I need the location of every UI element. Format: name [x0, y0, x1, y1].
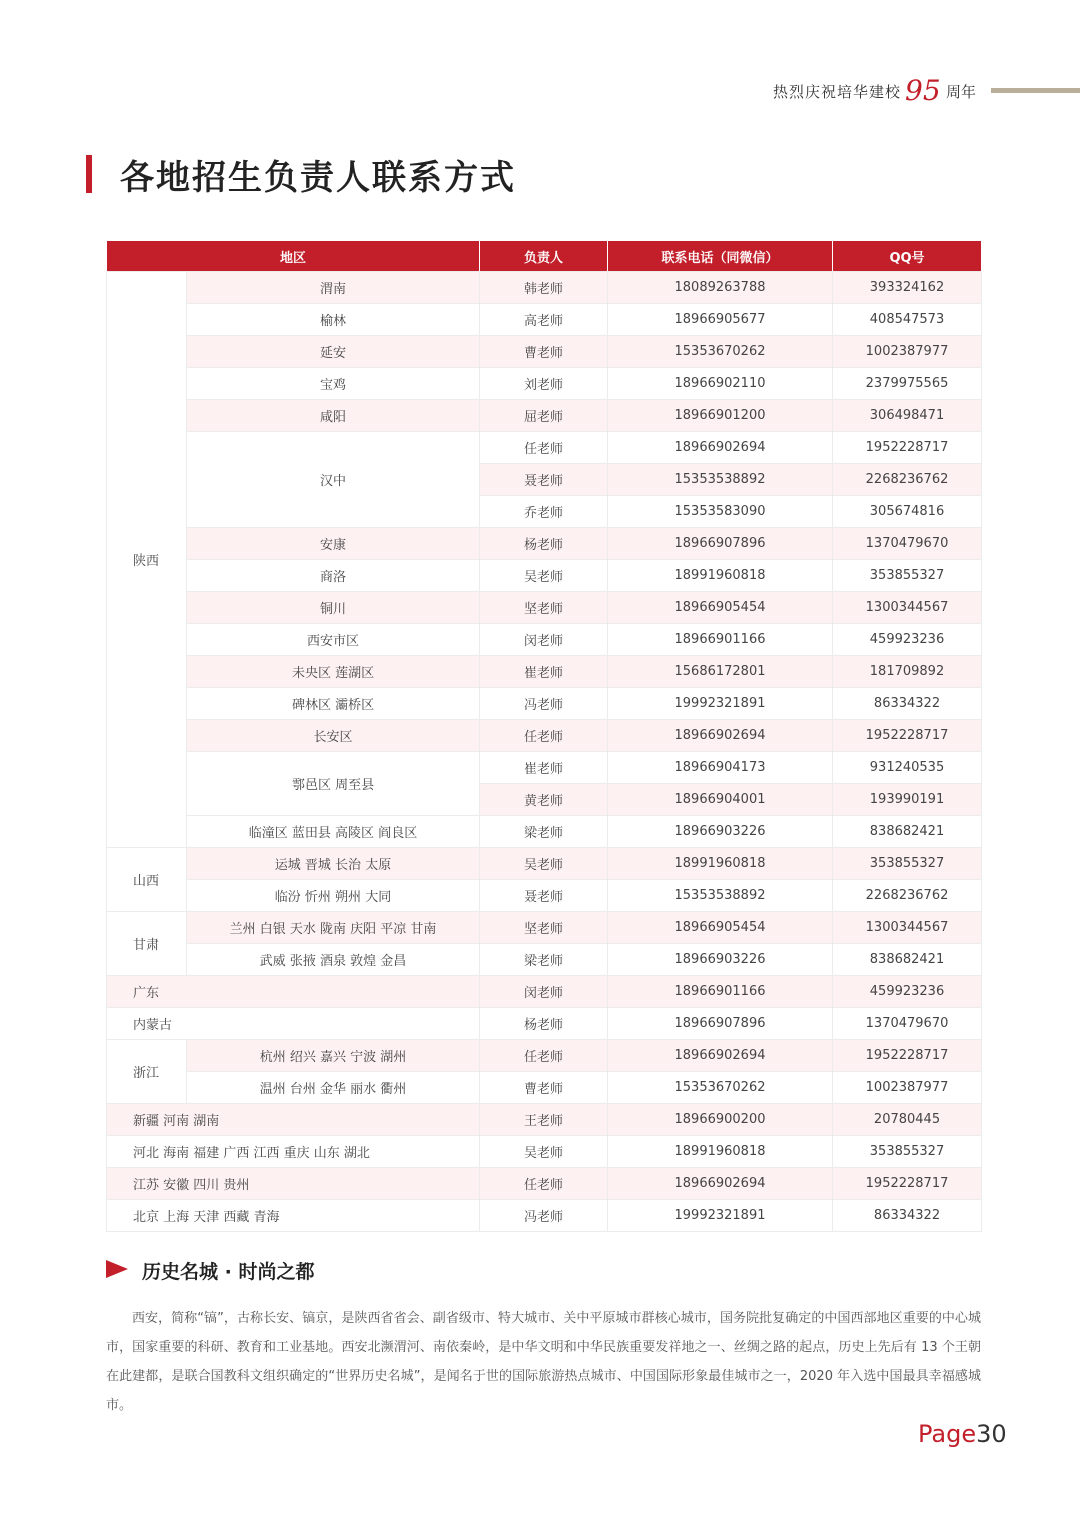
- cell-qq: 408547573: [833, 304, 982, 336]
- cell-phone: 18991960818: [608, 560, 833, 592]
- cell-phone: 18966902110: [608, 368, 833, 400]
- cell-phone: 19992321891: [608, 1200, 833, 1232]
- table-row: [107, 688, 982, 720]
- cell-qq: 306498471: [833, 400, 982, 432]
- table-row: [107, 304, 982, 336]
- cell-qq: 1952228717: [833, 720, 982, 752]
- cell-person: 刘老师: [480, 368, 608, 400]
- cell-phone: 15353583090: [608, 496, 833, 528]
- cell-qq: 1300344567: [833, 592, 982, 624]
- cell-person: 任老师: [480, 1040, 608, 1072]
- cell-phone: 18966905454: [608, 912, 833, 944]
- table-row: [107, 880, 982, 912]
- cell-phone: 18966902694: [608, 720, 833, 752]
- cell-person: 闵老师: [480, 624, 608, 656]
- cell-qq: 838682421: [833, 816, 982, 848]
- cell-qq: 931240535: [833, 752, 982, 784]
- table-row: [107, 432, 982, 464]
- cell-person: 吴老师: [480, 848, 608, 880]
- cell-phone: 15353538892: [608, 464, 833, 496]
- cell-city: 延安: [187, 336, 480, 368]
- cell-person: 聂老师: [480, 880, 608, 912]
- cell-city: 临汾 忻州 朔州 大同: [187, 880, 480, 912]
- cell-phone: 18966902694: [608, 432, 833, 464]
- cell-person: 屈老师: [480, 400, 608, 432]
- page-number-value: 30: [976, 1420, 1007, 1448]
- table-row: [107, 368, 982, 400]
- cell-city: 长安区: [187, 720, 480, 752]
- table-row: [107, 1104, 982, 1136]
- cell-qq: 838682421: [833, 944, 982, 976]
- cell-city: 兰州 白银 天水 陇南 庆阳 平凉 甘南: [187, 912, 480, 944]
- cell-province: 陕西: [107, 272, 187, 848]
- page-title: 各地招生负责人联系方式: [120, 158, 516, 198]
- cell-qq: 353855327: [833, 848, 982, 880]
- cell-person: 曹老师: [480, 336, 608, 368]
- title-accent-bar: [86, 155, 92, 193]
- cell-phone: 15353670262: [608, 336, 833, 368]
- cell-qq: 1300344567: [833, 912, 982, 944]
- cell-person: 杨老师: [480, 528, 608, 560]
- cell-phone: 15686172801: [608, 656, 833, 688]
- cell-province: 甘肃: [107, 912, 187, 976]
- cell-person: 冯老师: [480, 1200, 608, 1232]
- section-paragraph: 西安，简称“镐”，古称长安、镐京，是陕西省省会、副省级市、特大城市、关中平原城市群核心城市，国务院批复确定的中国西部地区重要的中心城市，国家重要的科研、教育和工业基地。西安北濒渭河、南依秦岭，是中华文明和中华民族重要发祥地之一、丝绸之路的起点，历史上先后有 13 个王朝在此建都，是联合国教科文组织确定的“世界历史名城”，是闻名于世的国际旅游热点城市、中国国际形象最佳城市之一，2020 年入选中国最具幸福感城市。: [106, 1311, 981, 1413]
- cell-phone: 18991960818: [608, 848, 833, 880]
- cell-phone: 15353538892: [608, 880, 833, 912]
- col-header-region: 地区: [107, 241, 480, 272]
- cell-city: 武威 张掖 酒泉 敦煌 金昌: [187, 944, 480, 976]
- cell-city: 碑林区 灞桥区: [187, 688, 480, 720]
- col-header-qq: QQ号: [833, 241, 982, 272]
- cell-person: 崔老师: [480, 752, 608, 784]
- year-text: 周年: [946, 83, 977, 101]
- section-arrow-icon: [106, 1260, 128, 1278]
- table-row: [107, 560, 982, 592]
- table-row: [107, 336, 982, 368]
- cell-person: 吴老师: [480, 560, 608, 592]
- cell-city: 鄠邑区 周至县: [187, 752, 480, 816]
- table-row: [107, 272, 982, 304]
- cell-city: 商洛: [187, 560, 480, 592]
- celebrate-text: 热烈庆祝培华建校: [773, 83, 902, 101]
- cell-person: 王老师: [480, 1104, 608, 1136]
- header-banner: [773, 76, 1080, 106]
- cell-person: 黄老师: [480, 784, 608, 816]
- cell-phone: 18966907896: [608, 528, 833, 560]
- anniversary-number: 95: [905, 74, 941, 107]
- cell-qq: 20780445: [833, 1104, 982, 1136]
- table-row: [107, 528, 982, 560]
- cell-province: 山西: [107, 848, 187, 912]
- table-row: [107, 816, 982, 848]
- cell-phone: 15353670262: [608, 1072, 833, 1104]
- cell-city: 宝鸡: [187, 368, 480, 400]
- cell-city: 西安市区: [187, 624, 480, 656]
- cell-qq: 1952228717: [833, 1168, 982, 1200]
- cell-qq: 393324162: [833, 272, 982, 304]
- cell-qq: 459923236: [833, 624, 982, 656]
- table-row: [107, 1072, 982, 1104]
- cell-city: 安康: [187, 528, 480, 560]
- cell-city: 榆林: [187, 304, 480, 336]
- cell-person: 崔老师: [480, 656, 608, 688]
- cell-phone: 18966901166: [608, 624, 833, 656]
- cell-province: 江苏 安徽 四川 贵州: [107, 1168, 480, 1200]
- cell-person: 高老师: [480, 304, 608, 336]
- cell-person: 冯老师: [480, 688, 608, 720]
- cell-qq: 1952228717: [833, 432, 982, 464]
- cell-city: 未央区 莲湖区: [187, 656, 480, 688]
- cell-person: 坚老师: [480, 912, 608, 944]
- table-row: [107, 752, 982, 784]
- cell-qq: 2268236762: [833, 880, 982, 912]
- anniversary-95-logo: [903, 70, 945, 112]
- cell-qq: 459923236: [833, 976, 982, 1008]
- cell-phone: 18966901200: [608, 400, 833, 432]
- cell-qq: 1002387977: [833, 336, 982, 368]
- cell-qq: 2268236762: [833, 464, 982, 496]
- cell-qq: 86334322: [833, 688, 982, 720]
- cell-person: 聂老师: [480, 464, 608, 496]
- table-row: [107, 848, 982, 880]
- cell-person: 梁老师: [480, 944, 608, 976]
- cell-qq: 193990191: [833, 784, 982, 816]
- cell-phone: 18991960818: [608, 1136, 833, 1168]
- col-header-person: 负责人: [480, 241, 608, 272]
- cell-province: 广东: [107, 976, 480, 1008]
- section-title: 历史名城 · 时尚之都: [142, 1261, 315, 1283]
- page-label: Page: [918, 1420, 977, 1448]
- cell-person: 吴老师: [480, 1136, 608, 1168]
- cell-person: 梁老师: [480, 816, 608, 848]
- cell-phone: 18966902694: [608, 1168, 833, 1200]
- cell-phone: 18966903226: [608, 944, 833, 976]
- cell-person: 曹老师: [480, 1072, 608, 1104]
- cell-city: 汉中: [187, 432, 480, 528]
- cell-person: 韩老师: [480, 272, 608, 304]
- table-row: [107, 944, 982, 976]
- table-row: [107, 1136, 982, 1168]
- table-row: [107, 656, 982, 688]
- cell-province: 内蒙古: [107, 1008, 480, 1040]
- cell-phone: 18966903226: [608, 816, 833, 848]
- cell-city: 铜川: [187, 592, 480, 624]
- cell-person: 任老师: [480, 1168, 608, 1200]
- contacts-table: [106, 241, 982, 1232]
- cell-qq: 1952228717: [833, 1040, 982, 1072]
- cell-person: 闵老师: [480, 976, 608, 1008]
- cell-person: 杨老师: [480, 1008, 608, 1040]
- cell-province: 北京 上海 天津 西藏 青海: [107, 1200, 480, 1232]
- cell-person: 乔老师: [480, 496, 608, 528]
- cell-phone: 18966902694: [608, 1040, 833, 1072]
- cell-person: 任老师: [480, 432, 608, 464]
- cell-phone: 19992321891: [608, 688, 833, 720]
- cell-phone: 18966907896: [608, 1008, 833, 1040]
- cell-province: 河北 海南 福建 广西 江西 重庆 山东 湖北: [107, 1136, 480, 1168]
- cell-phone: 18966905454: [608, 592, 833, 624]
- cell-city: 临潼区 蓝田县 高陵区 阎良区: [187, 816, 480, 848]
- cell-phone: 18966901166: [608, 976, 833, 1008]
- table-row: [107, 912, 982, 944]
- table-row: [107, 624, 982, 656]
- cell-city: 温州 台州 金华 丽水 衢州: [187, 1072, 480, 1104]
- cell-phone: 18089263788: [608, 272, 833, 304]
- cell-city: 渭南: [187, 272, 480, 304]
- cell-province: 新疆 河南 湖南: [107, 1104, 480, 1136]
- cell-phone: 18966904173: [608, 752, 833, 784]
- table-row: [107, 976, 982, 1008]
- cell-person: 任老师: [480, 720, 608, 752]
- table-row: [107, 400, 982, 432]
- cell-qq: 353855327: [833, 1136, 982, 1168]
- cell-qq: 353855327: [833, 560, 982, 592]
- cell-city: 咸阳: [187, 400, 480, 432]
- cell-person: 坚老师: [480, 592, 608, 624]
- cell-province: 浙江: [107, 1040, 187, 1104]
- cell-qq: 1370479670: [833, 528, 982, 560]
- table-row: [107, 720, 982, 752]
- table-row: [107, 592, 982, 624]
- page-number: [918, 1420, 1007, 1448]
- table-row: [107, 1168, 982, 1200]
- table-header-row: [107, 241, 982, 272]
- cell-city: 杭州 绍兴 嘉兴 宁波 湖州: [187, 1040, 480, 1072]
- table-row: [107, 1040, 982, 1072]
- cell-qq: 86334322: [833, 1200, 982, 1232]
- col-header-phone: 联系电话（同微信）: [608, 241, 833, 272]
- cell-qq: 305674816: [833, 496, 982, 528]
- table-row: [107, 1008, 982, 1040]
- cell-phone: 18966904001: [608, 784, 833, 816]
- cell-qq: 2379975565: [833, 368, 982, 400]
- cell-qq: 1002387977: [833, 1072, 982, 1104]
- header-rule: [991, 88, 1080, 93]
- cell-qq: 181709892: [833, 656, 982, 688]
- cell-city: 运城 晋城 长治 太原: [187, 848, 480, 880]
- cell-qq: 1370479670: [833, 1008, 982, 1040]
- cell-phone: 18966900200: [608, 1104, 833, 1136]
- cell-phone: 18966905677: [608, 304, 833, 336]
- table-row: [107, 1200, 982, 1232]
